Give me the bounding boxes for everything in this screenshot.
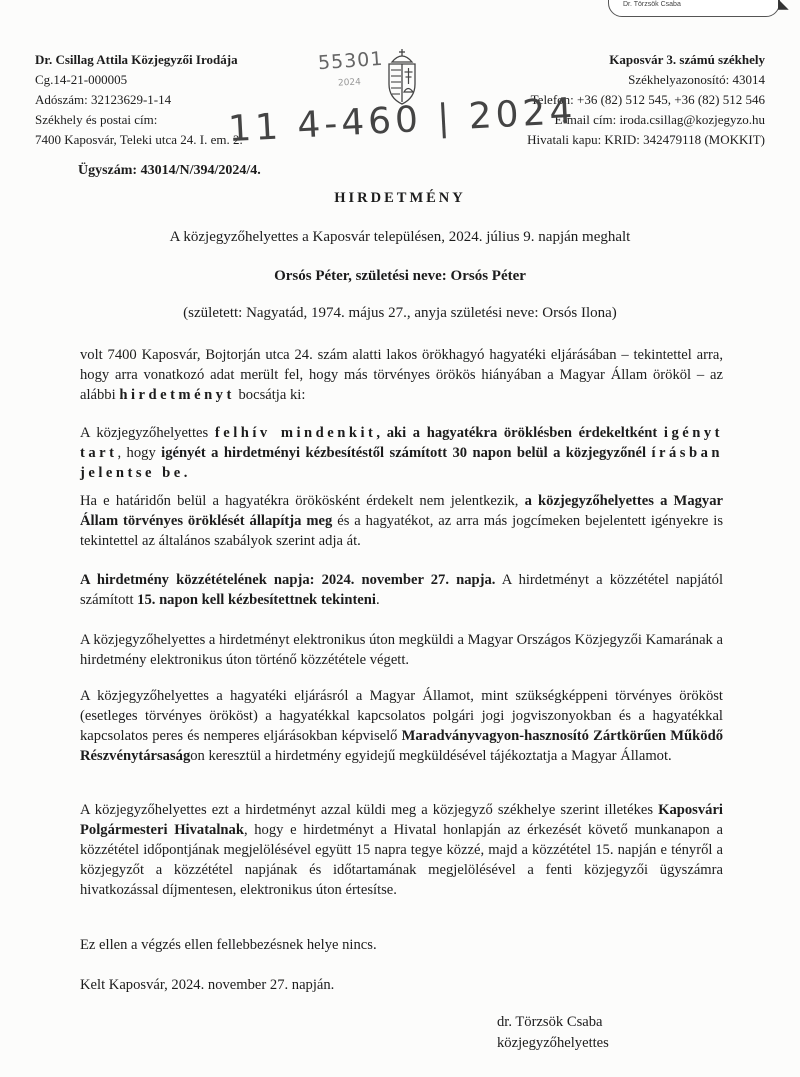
intro-line: A közjegyzőhelyettes a Kaposvár településen, 2024. július 9. napján meghalt	[169, 229, 631, 245]
office-registration: Cg.14-21-000005	[35, 72, 128, 87]
p2-e: , hogy	[117, 445, 156, 461]
signature-block	[497, 1012, 609, 1054]
paragraph-4	[80, 570, 723, 610]
handwritten-year: 2024	[337, 77, 362, 89]
paragraph-3	[80, 491, 723, 551]
p4-c: 15. napon kell kézbesítettnek tekinteni	[137, 592, 376, 608]
paragraph-1	[80, 345, 723, 405]
p6-b: Maradványvagyon-hasznosító Zártkörűen Működő Részvénytársaság	[80, 728, 723, 764]
document-title: HIRDETMÉNY	[334, 190, 466, 206]
seat-phone: Telefon: +36 (82) 512 545, +36 (82) 512 546	[530, 92, 765, 107]
p4-a: A hirdetmény közzétételének napja: 2024. november 27. napja.	[80, 572, 496, 588]
p2-f: igényét a hirdetményi kézbesítéstől számított 30 napon belül a közjegyzőnél	[161, 445, 647, 461]
seat-email: E-mail cím: iroda.csillag@kozjegyzo.hu	[554, 112, 765, 127]
p6-a: A közjegyzőhelyettes a hagyatéki eljárásról a Magyar Államot, mint szükségképpeni törvényes örököst (esetleges törvényes örököst) a hagyatékkal kapcsolatos polgári jogi jogviszonyokban és a hagyatékkal kapcsolatos peres és nemperes eljárásokban képviselő	[80, 688, 723, 744]
seat-id: Székhelyazonosító: 43014	[628, 72, 765, 87]
p1-spaced: hirdetményt	[119, 387, 235, 403]
handwritten-ref: 11 4-460 | 2024	[227, 90, 578, 151]
received-stamp	[608, 0, 780, 17]
p2-a: A közjegyzőhelyettes	[80, 425, 209, 441]
signature-role: közjegyzőhelyettes	[497, 1035, 609, 1051]
p1-text: volt 7400 Kaposvár, Bojtorján utca 24. szám alatti lakos örökhagyó hagyatéki eljárásában – tekintettel arra, hogy arra vonatkozó adat merült fel, hogy más törvényes örökös hiányában a Magyar Állam örököl – az alábbi	[80, 347, 723, 403]
office-address-label: Székhely és postai cím:	[35, 112, 158, 127]
p3-b: a közjegyzőhelyettes a Magyar Állam törvényes öröklését állapítja meg	[80, 493, 723, 529]
deceased-name: Orsós Péter, születési neve: Orsós Péter	[274, 268, 526, 284]
corner-mark: ◣	[778, 0, 789, 12]
p1-end: bocsátja ki:	[238, 387, 306, 403]
office-address: 7400 Kaposvár, Teleki utca 24. I. em. 2.	[35, 132, 243, 147]
birth-info: (született: Nagyatád, 1974. május 27., anyja születési neve: Orsós Ilona)	[183, 305, 617, 321]
p3-c: és a hagyatékot, az arra más jogcímeken bejelentett igényekre is tekintettel az általános szabályok szerint adja át.	[80, 513, 723, 549]
p7-b: Kaposvári Polgármesteri Hivatalnak	[80, 802, 723, 838]
paragraph-2	[80, 423, 723, 483]
p7-c: , hogy e hirdetményt a Hivatal honlapján az érkezését követő munkanapon a közzététel időpontjának megjelölésével együtt 15 napra tegye közzé, majd a közzététel 15. napján e tényről a közjegyzőt a közzététel napjának és időtartamának megjelölésével a fenti közjegyzői ügyszámra hivatkozással díjmentesen, elektronikus úton értesítse.	[80, 822, 723, 898]
p7-a: A közjegyzőhelyettes ezt a hirdetményt azzal küldi meg a közjegyző székhelye szerint illetékes	[80, 802, 654, 818]
office-tax-number: Adószám: 32123629-1-14	[35, 92, 172, 107]
seat-gateway: Hivatali kapu: KRID: 342479118 (MOKKIT)	[527, 132, 765, 147]
p4-d: .	[375, 592, 380, 608]
paragraph-5: A közjegyzőhelyettes a hirdetményt elektronikus úton megküldi a Magyar Országos Közjegyzői Kamarának a hirdetmény elektronikus úton történő közzététele végett.	[80, 632, 723, 668]
p4-b: A hirdetményt a közzététel napjától számított	[80, 572, 724, 608]
coat-of-arms-icon	[382, 48, 422, 106]
seat-name: Kaposvár 3. számú székhely	[609, 52, 765, 67]
paragraph-6	[80, 686, 723, 766]
p3-a: Ha e határidőn belül a hagyatékra örökösként érdekelt nem jelentkezik,	[80, 493, 519, 509]
paragraph-8: Ez ellen a végzés ellen fellebbezésnek helye nincs.	[80, 937, 377, 953]
office-block	[35, 50, 243, 150]
case-number: Ügyszám: 43014/N/394/2024/4.	[78, 163, 261, 178]
signature-name: dr. Törzsök Csaba	[497, 1014, 603, 1030]
p6-c: on keresztül a hirdetmény egyidejű megküldésével tájékoztatja a Magyar Államot.	[190, 748, 672, 764]
stamp-name: Dr. Törzsök Csaba	[623, 1, 681, 8]
handwritten-top: 55301	[317, 47, 385, 75]
p2-g: írásban jelentse be.	[80, 445, 724, 481]
p2-b: felhív mindenkit	[214, 425, 377, 441]
p2-c: , aki a hagyatékra öröklésben érdekeltként	[376, 425, 658, 441]
paragraph-9: Kelt Kaposvár, 2024. november 27. napján.	[80, 977, 335, 993]
office-name: Dr. Csillag Attila Közjegyzői Irodája	[35, 52, 238, 67]
p2-d: igényt tart	[80, 425, 723, 461]
paragraph-7	[80, 800, 723, 900]
